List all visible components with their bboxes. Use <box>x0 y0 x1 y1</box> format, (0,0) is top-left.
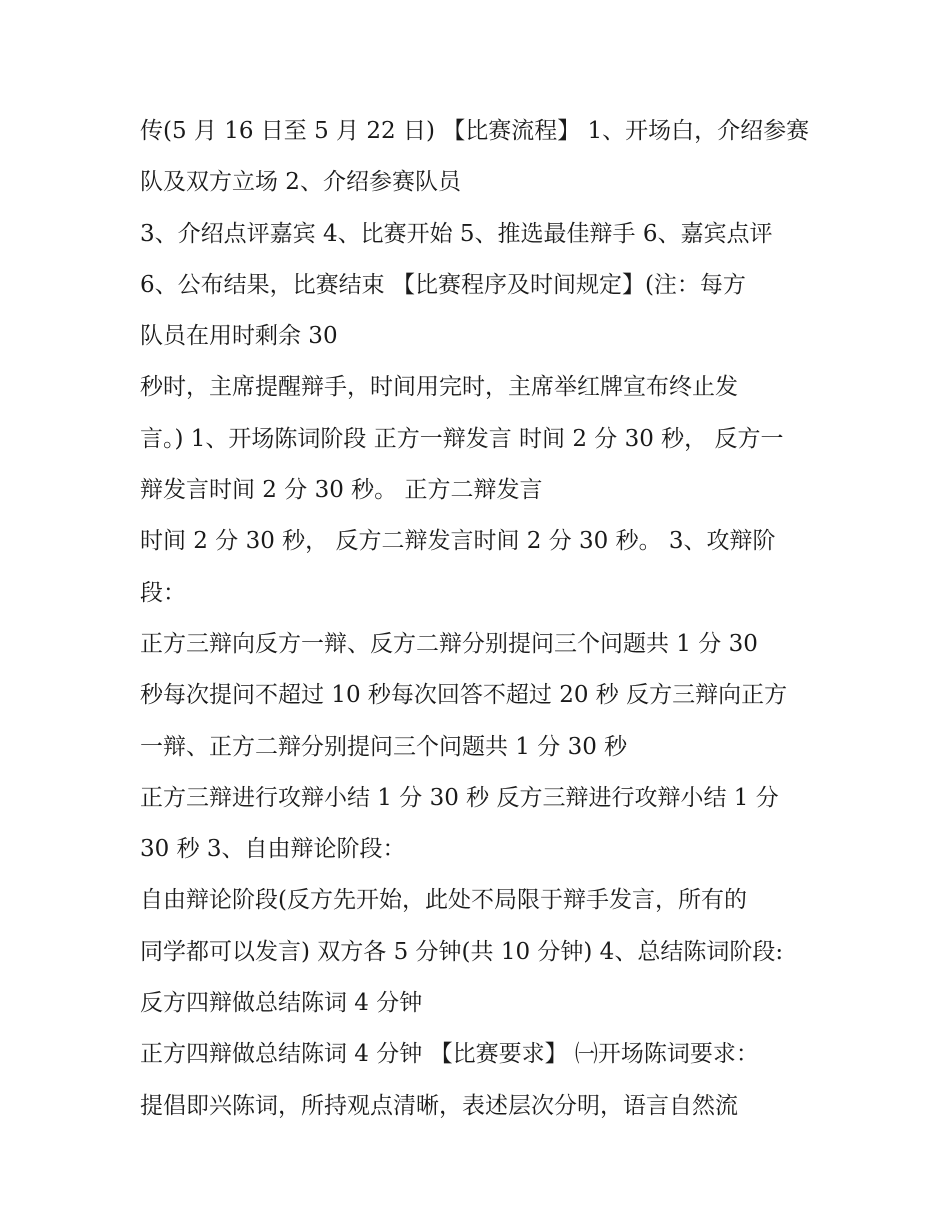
text-line: 正方三辩向反方一辩、反方二辩分别提问三个问题共 1 分 30 <box>140 630 758 657</box>
text-line: 同学都可以发言) 双方各 5 分钟(共 10 分钟) 4、总结陈词阶段: <box>140 938 784 965</box>
text-line: 辩发言时间 2 分 30 秒。 正方二辩发言 <box>140 477 543 504</box>
text-line: 反方四辩做总结陈词 4 分钟 <box>140 990 423 1017</box>
text-line: 正方四辩做总结陈词 4 分钟 【比赛要求】 ㈠开场陈词要求： <box>140 1041 759 1068</box>
text-line: 秒时，主席提醒辩手，时间用完时，主席举红牌宣布终止发 <box>140 374 738 401</box>
text-line: 3、介绍点评嘉宾 4、比赛开始 5、推选最佳辩手 6、嘉宾点评 <box>140 220 773 247</box>
text-line: 段： <box>140 579 186 606</box>
text-line: 秒每次提问不超过 10 秒每次回答不超过 20 秒 反方三辩向正方 <box>140 682 788 709</box>
text-line: 一辩、正方二辩分别提问三个问题共 1 分 30 秒 <box>140 733 628 760</box>
text-line: 队员在用时剩余 30 <box>140 323 338 350</box>
text-line: 言。) 1、开场陈词阶段 正方一辩发言 时间 2 分 30 秒， 反方一 <box>140 425 784 452</box>
text-line: 30 秒 3、自由辩论阶段： <box>140 836 406 863</box>
text-line: 提倡即兴陈词，所持观点清晰，表述层次分明，语言自然流 <box>140 1092 738 1119</box>
text-line: 正方三辩进行攻辩小结 1 分 30 秒 反方三辩进行攻辩小结 1 分 <box>140 784 779 811</box>
body-text <box>140 106 820 1132</box>
text-line: 传(5 月 16 日至 5 月 22 日) 【比赛流程】 1、开场白，介绍参赛 <box>140 118 810 144</box>
text-line: 时间 2 分 30 秒， 反方二辩发言时间 2 分 30 秒。 3、攻辩阶 <box>140 528 776 555</box>
text-line: 队及双方立场 2、介绍参赛队员 <box>140 169 461 196</box>
text-line: 自由辩论阶段(反方先开始，此处不局限于辩手发言，所有的 <box>140 887 747 914</box>
text-line: 6、公布结果，比赛结束 【比赛程序及时间规定】(注：每方 <box>140 271 746 298</box>
